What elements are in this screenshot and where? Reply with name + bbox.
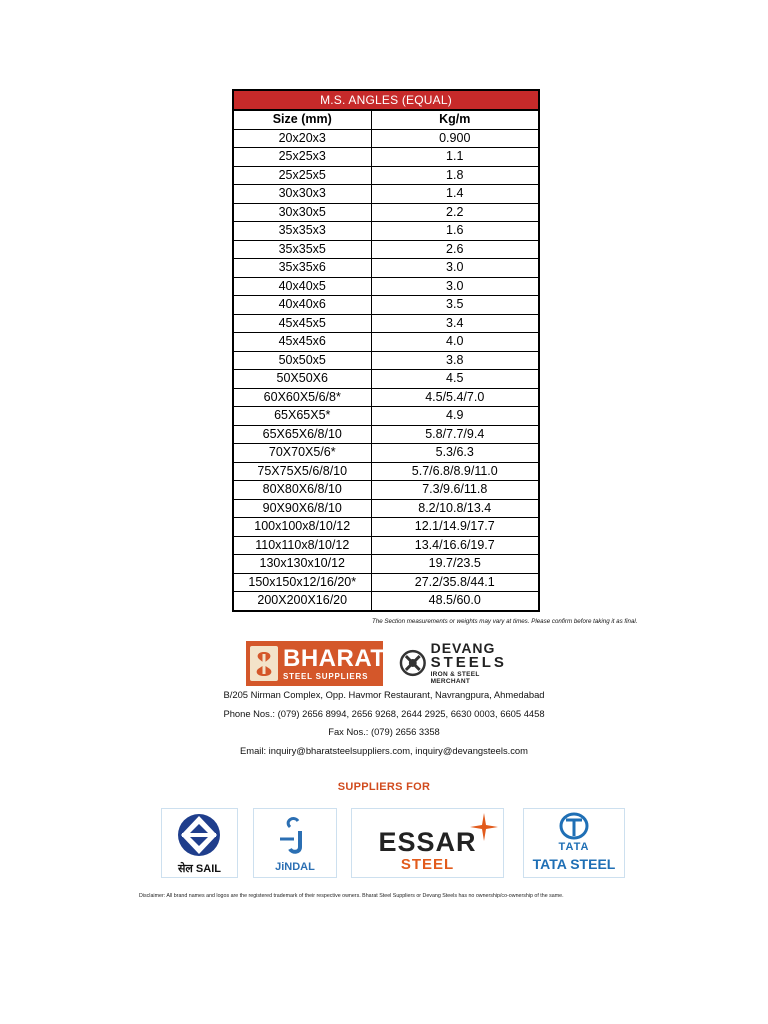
weight-cell: 4.9: [371, 407, 539, 426]
devang-mark-icon: [398, 648, 428, 678]
devang-logo: [398, 640, 520, 686]
weight-cell: 3.0: [371, 277, 539, 296]
essar-label: ESSAR: [378, 827, 477, 857]
tata-logo: [523, 808, 625, 878]
table-row: [233, 462, 539, 481]
weight-cell: 3.8: [371, 351, 539, 370]
essar-logo: [351, 808, 504, 878]
weight-cell: 3.0: [371, 259, 539, 278]
table-row: [233, 277, 539, 296]
weight-cell: 4.0: [371, 333, 539, 352]
table-row: [233, 555, 539, 574]
weight-cell: 13.4/16.6/19.7: [371, 536, 539, 555]
size-cell: 65X65X6/8/10: [233, 425, 371, 444]
weight-cell: 4.5: [371, 370, 539, 389]
table-row: [233, 592, 539, 611]
table-row: [233, 185, 539, 204]
sail-label: सेल SAIL: [177, 863, 221, 875]
table-row: [233, 314, 539, 333]
size-cell: 20x20x3: [233, 129, 371, 148]
table-row: [233, 370, 539, 389]
table-row: [233, 481, 539, 500]
jindal-label: JiNDAL: [275, 861, 315, 873]
weight-cell: 3.5: [371, 296, 539, 315]
table-note: The Section measurements or weights may vary at times. Please confirm before taking it as final.: [372, 618, 638, 625]
size-cell: 50X50X6: [233, 370, 371, 389]
weight-cell: 1.1: [371, 148, 539, 167]
fax-number: Fax Nos.: (079) 2656 3358: [328, 726, 440, 737]
devang-tagline: IRON & STEEL MERCHANT: [430, 671, 480, 685]
size-cell: 90X90X6/8/10: [233, 499, 371, 518]
size-cell: 130x130x10/12: [233, 555, 371, 574]
weight-cell: 1.8: [371, 166, 539, 185]
size-cell: 80X80X6/8/10: [233, 481, 371, 500]
jindal-logo: [253, 808, 337, 878]
weight-cell: 5.8/7.7/9.4: [371, 425, 539, 444]
weight-cell: 3.4: [371, 314, 539, 333]
bharat-name: BHARAT: [283, 644, 386, 672]
table-row: [233, 351, 539, 370]
tata-steel-label: TATA STEEL: [532, 856, 616, 872]
size-cell: 200X200X16/20: [233, 592, 371, 611]
header-size: Size (mm): [233, 110, 371, 129]
essar-steel-label: STEEL: [400, 856, 455, 873]
table-title: M.S. ANGLES (EQUAL): [233, 90, 539, 110]
sail-logo: [161, 808, 238, 878]
size-cell: 40x40x6: [233, 296, 371, 315]
bharat-sub: STEEL SUPPLIERS: [283, 671, 369, 681]
size-cell: 30x30x5: [233, 203, 371, 222]
weight-cell: 8.2/10.8/13.4: [371, 499, 539, 518]
disclaimer: Disclaimer: All brand names and logos are the registered trademark of their respective owners. Bharat Steel Suppliers or Devang Steels has no ownership/co-ownership of the same.: [139, 893, 564, 899]
address: B/205 Nirman Complex, Opp. Havmor Restaurant, Navrangpura, Ahmedabad: [223, 689, 545, 700]
table-row: [233, 296, 539, 315]
table-row: [233, 425, 539, 444]
size-cell: 150x150x12/16/20*: [233, 573, 371, 592]
table-row: [233, 259, 539, 278]
weight-cell: 48.5/60.0: [371, 592, 539, 611]
weight-cell: 4.5/5.4/7.0: [371, 388, 539, 407]
table-row: [233, 444, 539, 463]
size-cell: 45x45x5: [233, 314, 371, 333]
weight-cell: 1.6: [371, 222, 539, 241]
tata-label: TATA: [558, 841, 590, 853]
size-cell: 25x25x3: [233, 148, 371, 167]
jindal-emblem-icon: [254, 811, 338, 859]
size-cell: 110x110x8/10/12: [233, 536, 371, 555]
bharat-mark-icon: [250, 646, 278, 681]
size-cell: 35x35x6: [233, 259, 371, 278]
table-body: [233, 110, 539, 611]
devang-name: DEVANG: [430, 640, 496, 656]
weight-cell: 5.7/6.8/8.9/11.0: [371, 462, 539, 481]
devang-steels: STEELS: [430, 654, 507, 671]
size-cell: 35x35x5: [233, 240, 371, 259]
size-cell: 25x25x5: [233, 166, 371, 185]
size-cell: 45x45x6: [233, 333, 371, 352]
table-row: [233, 129, 539, 148]
suppliers-heading: SUPPLIERS FOR: [337, 781, 431, 793]
table-row: [233, 203, 539, 222]
table-row: [233, 388, 539, 407]
weight-cell: 19.7/23.5: [371, 555, 539, 574]
email-addresses[interactable]: Email: inquiry@bharatsteelsuppliers.com, inquiry@devangsteels.com: [240, 745, 528, 756]
size-cell: 40x40x5: [233, 277, 371, 296]
weight-cell: 12.1/14.9/17.7: [371, 518, 539, 537]
table-row: [233, 573, 539, 592]
tata-emblem-icon: [524, 812, 624, 842]
table-row: [233, 240, 539, 259]
table-row: [233, 166, 539, 185]
weight-cell: 27.2/35.8/44.1: [371, 573, 539, 592]
angles-table-wrap: [232, 89, 538, 612]
table-row: [233, 536, 539, 555]
size-cell: 65X65X5*: [233, 407, 371, 426]
size-cell: 70X70X5/6*: [233, 444, 371, 463]
size-cell: 75X75X5/6/8/10: [233, 462, 371, 481]
size-cell: 100x100x8/10/12: [233, 518, 371, 537]
weight-cell: 2.2: [371, 203, 539, 222]
weight-cell: 5.3/6.3: [371, 444, 539, 463]
table-row: [233, 518, 539, 537]
phone-numbers: Phone Nos.: (079) 2656 8994, 2656 9268, 2644 2925, 6630 0003, 6605 4458: [223, 708, 545, 719]
bharat-logo: [246, 641, 386, 686]
table-row: [233, 499, 539, 518]
angles-table: [232, 89, 540, 612]
weight-cell: 2.6: [371, 240, 539, 259]
sail-emblem-icon: [162, 811, 237, 861]
weight-cell: 0.900: [371, 129, 539, 148]
table-row: [233, 407, 539, 426]
size-cell: 35x35x3: [233, 222, 371, 241]
table-row: [233, 222, 539, 241]
size-cell: 60X60X5/6/8*: [233, 388, 371, 407]
table-row: [233, 148, 539, 167]
header-kgm: Kg/m: [371, 110, 539, 129]
size-cell: 50x50x5: [233, 351, 371, 370]
size-cell: 30x30x3: [233, 185, 371, 204]
table-row: [233, 333, 539, 352]
weight-cell: 1.4: [371, 185, 539, 204]
weight-cell: 7.3/9.6/11.8: [371, 481, 539, 500]
